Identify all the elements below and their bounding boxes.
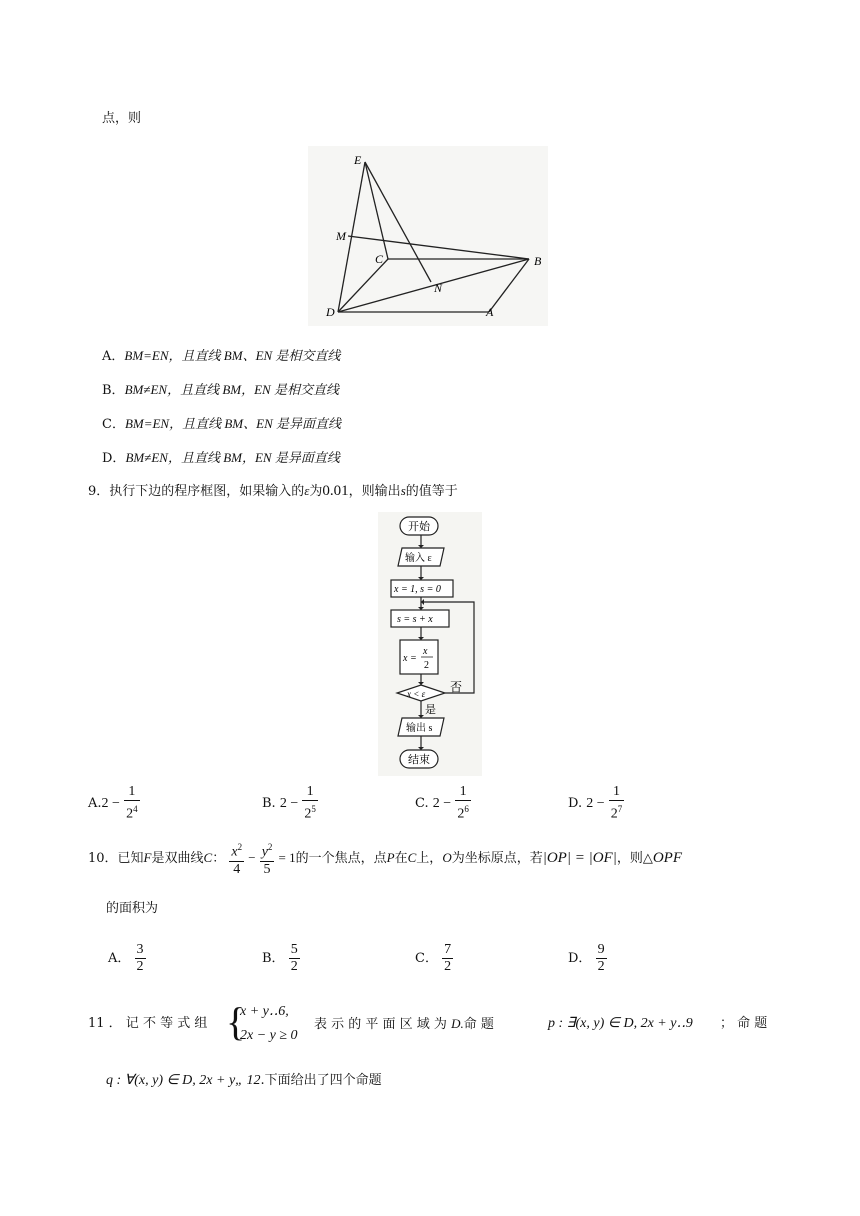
q10-option-b: B． $\frac{5}{2}$ bbox=[262, 942, 298, 974]
q10-line2: 的面积为 bbox=[106, 901, 159, 916]
label-D: D bbox=[326, 305, 335, 319]
q11-ineq1: x + y‥6, bbox=[240, 1004, 289, 1019]
q8-option-c: C．BM=EN，且直线 BM、EN 是异面直线 bbox=[102, 416, 341, 432]
q11-stem-d: ； 命 题 bbox=[720, 1016, 768, 1031]
flow-no: 否 bbox=[450, 680, 463, 694]
q11-brace: { bbox=[226, 999, 246, 1044]
q9-option-d: D. 2 − $\frac{1}{2^7}$ bbox=[568, 784, 623, 822]
flow-half-den: 2 bbox=[424, 660, 429, 671]
q8-option-d: D．BM≠EN，且直线 BM，EN 是异面直线 bbox=[102, 450, 340, 466]
label-A: A bbox=[486, 305, 494, 319]
flow-yes: 是 bbox=[425, 704, 436, 716]
intro-text: 点，则 bbox=[102, 111, 142, 126]
flow-start: 开始 bbox=[408, 521, 430, 533]
label-N: N bbox=[434, 281, 443, 295]
q9-option-a: A.2 − $\frac{1}{2^4}$ bbox=[88, 784, 138, 822]
flow-cond: x < ε bbox=[407, 689, 426, 699]
q11-line2: q : ∀(x, y) ∈ D, 2x + y„ 12.下面给出了四个命题 bbox=[106, 1073, 382, 1088]
label-B: B bbox=[534, 254, 542, 268]
q10-option-d: D． $\frac{9}{2}$ bbox=[568, 942, 605, 974]
q8-option-a: A．BM=EN，且直线 BM、EN 是相交直线 bbox=[102, 348, 341, 364]
q9-option-c: C. 2 − $\frac{1}{2^6}$ bbox=[415, 784, 469, 822]
q10-option-c: C． $\frac{7}{2}$ bbox=[415, 942, 452, 974]
label-C: C bbox=[375, 252, 384, 266]
label-E: E bbox=[354, 153, 362, 167]
flow-input: 输入 ε bbox=[405, 553, 432, 564]
q11-stem-b: 表 示 的 平 面 区 域 为 D.命 题 bbox=[314, 1016, 494, 1032]
flow-end: 结束 bbox=[408, 754, 430, 766]
q11-prop-p: p : ∃(x, y) ∈ D, 2x + y‥9 bbox=[548, 1016, 693, 1031]
q8-option-b: B．BM≠EN，且直线 BM，EN 是相交直线 bbox=[102, 382, 339, 398]
flowchart bbox=[378, 512, 482, 776]
q11-stem-a: 11 ． 记 不 等 式 组 bbox=[88, 1016, 208, 1031]
q11-ineq2: 2x − y ≥ 0 bbox=[240, 1028, 298, 1043]
flow-init: x = 1, s = 0 bbox=[394, 584, 441, 595]
flow-update: s = s + x bbox=[397, 614, 433, 625]
q10-option-a: A． $\frac{3}{2}$ bbox=[108, 942, 144, 974]
flow-half-num: x bbox=[423, 646, 428, 657]
flow-output: 输出 s bbox=[406, 723, 433, 734]
q9-stem: 9．执行下边的程序框图，如果输入的ε为0.01，则输出s的值等于 bbox=[88, 483, 458, 499]
q9-option-b: B. 2 − $\frac{1}{2^5}$ bbox=[262, 784, 316, 822]
label-M: M bbox=[336, 229, 346, 243]
pyramid-figure bbox=[308, 146, 548, 326]
flow-half-lhs: x = bbox=[403, 653, 417, 664]
q10-stem: 10．已知F是双曲线C： $\frac{x^2}{4}$ − $\frac{y^2}{5}$ = 1的一个焦点，点P在C上，O为坐标原点，若|OP| = |OF|，则△OPF bbox=[88, 842, 682, 877]
